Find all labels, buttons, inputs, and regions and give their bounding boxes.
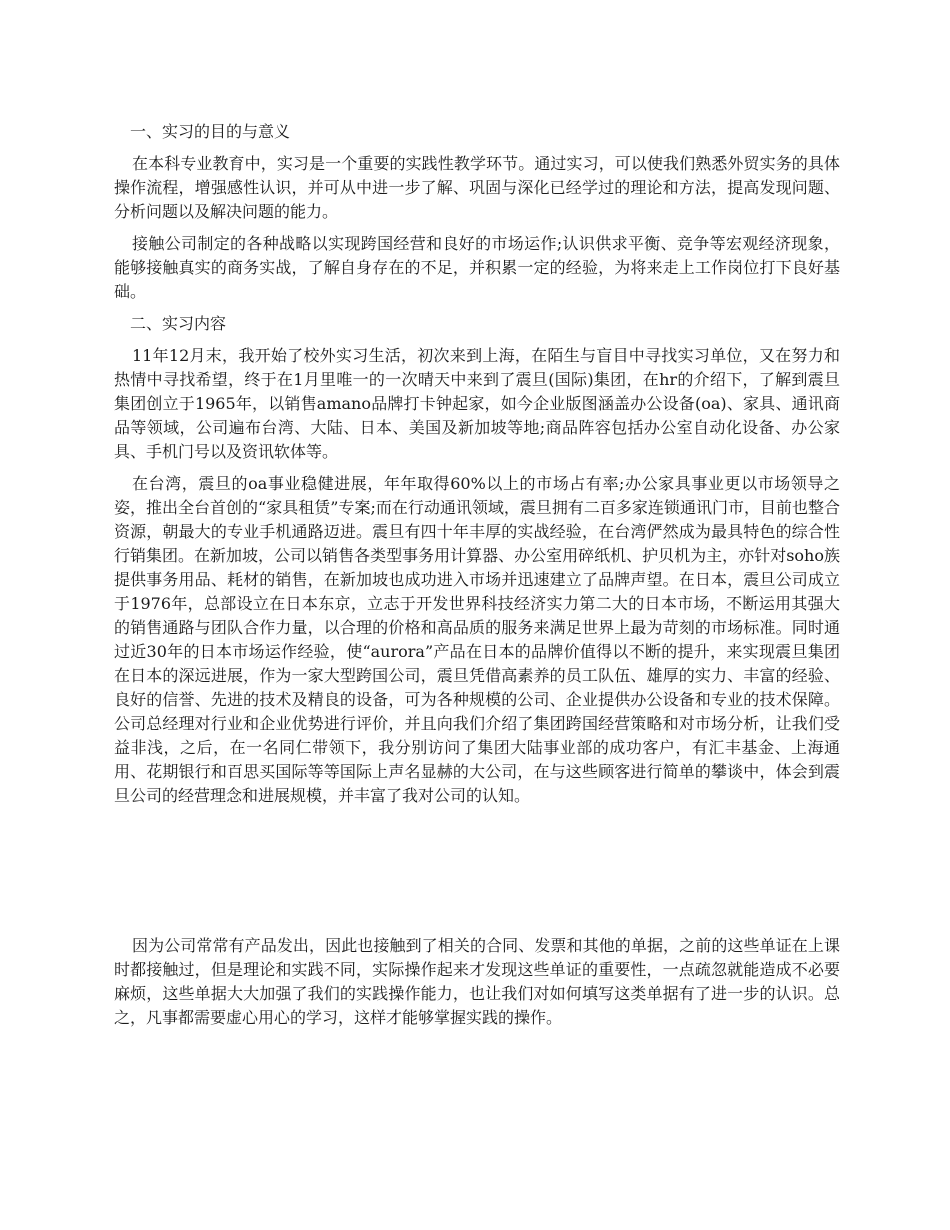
paragraph-purpose-2: 接触公司制定的各种战略以实现跨国经营和良好的市场运作;认识供求平衡、竞争等宏观经济现象，能够接触真实的商务实战，了解自身存在的不足，并积累一定的经验，为将来走上工作岗位打下良好基础。 [114,234,840,301]
paragraph-content-3: 因为公司常常有产品发出，因此也接触到了相关的合同、发票和其他的单据，之前的这些单证在上课时都接触过，但是理论和实践不同，实际操作起来才发现这些单证的重要性，一点疏忽就能造成不必要麻烦，这些单据大大加强了我们的实践操作能力，也让我们对如何填写这类单据有了进一步的认识。总之，凡事都需要虚心用心的学习，这样才能够掌握实践的操作。 [114,936,840,1027]
section-heading-content: 二、实习内容 [130,314,227,333]
paragraph-content-2: 在台湾，震旦的oa事业稳健进展，年年取得60%以上的市场占有率;办公家具事业更以市场领导之姿，推出全台首创的“家具租赁”专案;而在行动通讯领域，震旦拥有二百多家连锁通讯门市，目前也整合资源，朝最大的专业手机通路迈进。震旦有四十年丰厚的实战经验，在台湾俨然成为最具特色的综合性行销集团。在新加坡，公司以销售各类型事务用计算器、办公室用碎纸机、护贝机为主，亦针对soho族提供事务用品、耗材的销售，在新加坡也成功进入市场并迅速建立了品牌声望。在日本，震旦公司成立于1976年，总部设立在日本东京，立志于开发世界科技经济实力第二大的日本市场，不断运用其强大的销售通路与团队合作力量，以合理的价格和高品质的服务来满足世界上最为苛刻的市场标准。同时通过近30年的日本市场运作经验，使“aurora”产品在日本的品牌价值得以不断的提升，来实现震旦集团在日本的深远进展，作为一家大型跨国公司，震旦凭借高素养的员工队伍、雄厚的实力、丰富的经验、良好的信誉、先进的技术及精良的设备，可为各种规模的公司、企业提供办公设备和专业的技术保障。公司总经理对行业和企业优势进行评价，并且向我们介绍了集团跨国经营策略和对市场分析，让我们受益非浅，之后，在一名同仁带领下，我分别访问了集团大陆事业部的成功客户，有汇丰基金、上海通用、花期银行和百思买国际等等国际上声名显赫的大公司，在与这些顾客进行简单的攀谈中，体会到震旦公司的经营理念和进展规模，并丰富了我对公司的认知。 [114,474,840,805]
document-page [114,120,840,1038]
blank-gap [114,816,840,934]
section-heading-purpose: 一、实习的目的与意义 [130,122,291,141]
paragraph-purpose-1: 在本科专业教育中，实习是一个重要的实践性教学环节。通过实习，可以使我们熟悉外贸实务的具体操作流程，增强感性认识，并可从中进一步了解、巩固与深化已经学过的理论和方法，提高发现问题、分析问题以及解决问题的能力。 [114,154,840,221]
paragraph-content-1: 11年12月末，我开始了校外实习生活，初次来到上海，在陌生与盲目中寻找实习单位，又在努力和热情中寻找希望，终于在1月里唯一的一次晴天中来到了震旦(国际)集团，在hr的介绍下，了解到震旦集团创立于1965年，以销售amano品牌打卡钟起家，如今企业版图涵盖办公设备(oa)、家具、通讯商品等领域，公司遍布台湾、大陆、日本、美国及新加坡等地;商品阵容包括办公室自动化设备、办公家具、手机门号以及资讯软体等。 [114,346,840,461]
